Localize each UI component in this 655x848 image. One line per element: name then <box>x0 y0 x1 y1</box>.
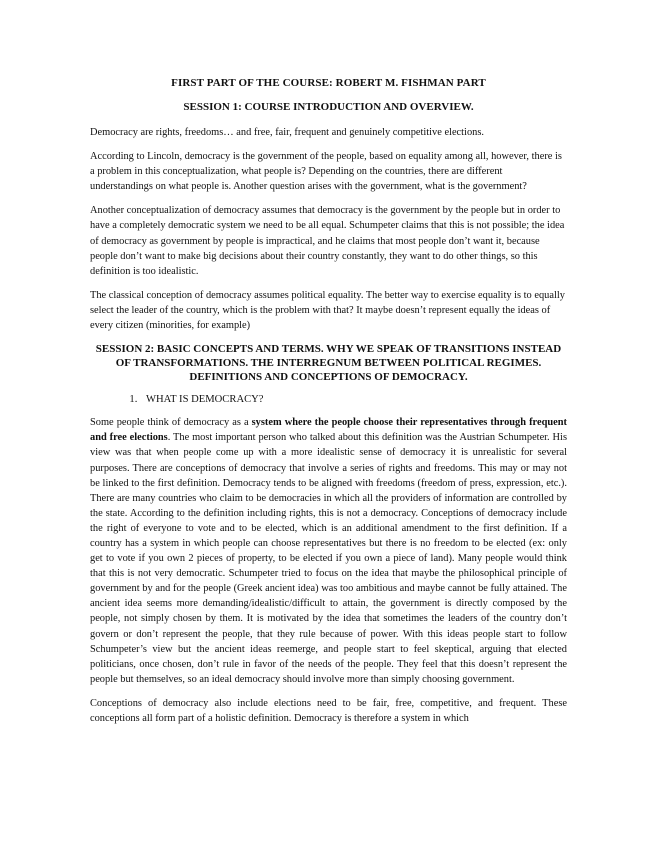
paragraph-holistic-definition: Conceptions of democracy also include elections need to be fair, free, competitive, and frequent. These conceptions all form part of a holistic definition. Democracy is therefore a system in which <box>90 697 567 724</box>
numbered-list <box>90 392 567 407</box>
paragraph-definition: Democracy are rights, freedoms… and free, fair, frequent and genuinely competitive elections. <box>90 127 484 138</box>
paragraph-lincoln: According to Lincoln, democracy is the government of the people, based on equality among all, however, there is a problem in this conceptualization, what people is? Depending on the countries, there are different understandings on what people is. Another question arises with the government, what is the government? <box>90 151 562 193</box>
paragraph-schumpeter: Another conceptualization of democracy assumes that democracy is the government by the people but in order to have a completely democratic system we need to be all equal. Schumpeter claims that this is not possible; the idea of democracy as government by people is impractical, and he claims that most people don’t want it, because people don’t want to make big decisions about their country constantly, they want to do other things, so this definition is too idealistic. <box>90 205 565 277</box>
course-part-title: FIRST PART OF THE COURSE: ROBERT M. FISHMAN PART <box>171 77 486 89</box>
list-item-what-is-democracy: 1. WHAT IS DEMOCRACY? <box>140 392 567 407</box>
paragraph-democracy-views <box>90 415 567 687</box>
session2-title: SESSION 2: BASIC CONCEPTS AND TERMS. WHY WE SPEAK OF TRANSITIONS INSTEAD OF TRANSFORMATIONS. THE INTERREGNUM BETWEEN POLITICAL REGIMES. DEFINITIONS AND CONCEPTIONS OF DEMOCRACY. <box>95 343 562 384</box>
emphasized-definition: system where the people choose their representatives through frequent and free elections <box>90 417 567 444</box>
paragraph-lead-text: Some people think of democracy as a <box>90 417 252 429</box>
paragraph-body-text: . The most important person who talked about this definition was the Austrian Schumpeter. His view was that when people come up with a more idealistic sense of democracy it is unrealistic for several purposes. There are conceptions of democracy that involve a series of rights and freedoms. This may or may not be linked to the first definition. Democracy tends to be aligned with freedoms (freedom of press, expression, etc.). There are many countries who claim to be democracies in which all the providers of information are controlled by the state. According to the definition including rights, this is not a democracy. Conceptions of democracy include the right of everyone to vote and to be elected, which is an additional amendment to the first definition. If a country has a system in which people can choose representatives but there is no freedom to be elected (ex: only get to vote if you own 2 pieces of property, to be elected if you own a piece of land). Many people would think that this is not very democratic. Schumpeter tried to focus on the idea that maybe the philosophical principle of government by and for the people (Greek ancient idea) was too ambitious and maybe cannot be fully attained. The ancient idea seems more demanding/idealistic/difficult to attain, the government is directly composed by the people, not simply chosen by them. It is motivated by the idea that sometimes the leaders of the country don’t govern or don’t represent the people, that they rule because of power. With this ideas people start to follow Schumpeter’s view but the ancient ideas reemerge, and people start to feel skeptical, arguing that elected politicians, once chosen, don’t rule in favor of the needs of the people. They feel that this doesn’t represent the people but themselves, so an ideal democracy should involve more than simply choosing government. <box>90 432 567 685</box>
session1-title: SESSION 1: COURSE INTRODUCTION AND OVERVIEW. <box>183 101 474 113</box>
paragraph-classical-conception: The classical conception of democracy assumes political equality. The better way to exercise equality is to equally select the leader of the country, which is the problem with that? It maybe doesn’t represent equally the ideas of every citizen (minorities, for example) <box>90 289 565 332</box>
